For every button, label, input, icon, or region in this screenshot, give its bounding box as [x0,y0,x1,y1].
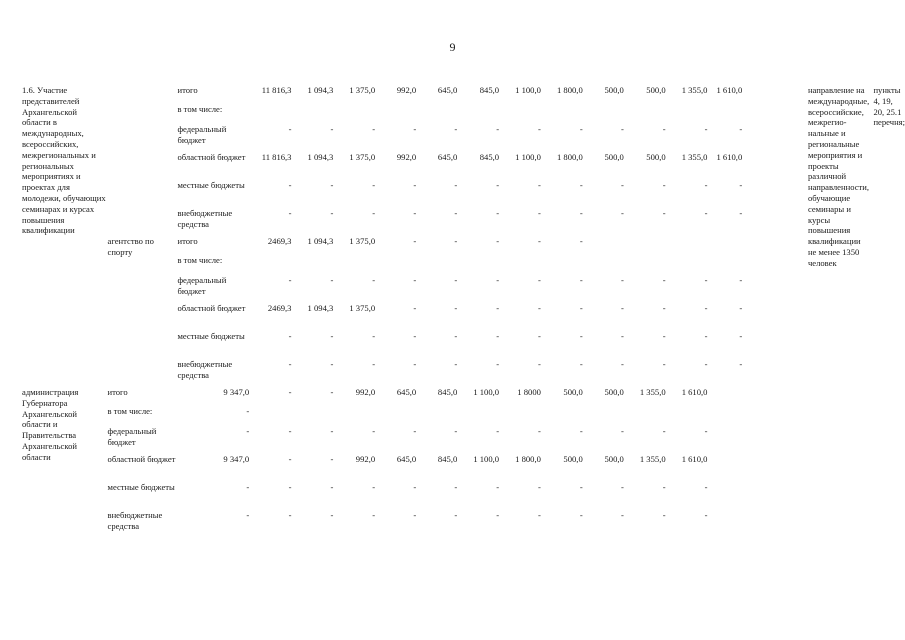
amount-cell: - [413,124,417,134]
amount-cell: 1 800,0 [556,85,583,95]
amount-cell: 1 375,0 [349,85,376,95]
amount-cell: - [330,331,334,341]
amount-cell: 992,0 [396,85,417,95]
amount-cell [624,236,666,255]
amount-cell: - [454,180,458,190]
amount-cell: 500,0 [563,387,583,397]
amount-cell: 845,0 [437,454,458,464]
amount-cell: - [579,482,583,492]
amount-cell: - [739,359,743,369]
amount-cell: - [330,180,334,190]
amount-cell: - [330,482,334,492]
amount-cell: - [579,124,583,134]
amount-cell: - [538,124,541,134]
amount-cell: 1 355,0 [639,454,666,464]
amount-cell: - [330,275,334,285]
amount-cell: - [662,482,666,492]
amount-cell: - [288,124,292,134]
amount-cell: - [704,331,708,341]
amount-cell [541,255,583,275]
measure-title: 1.6. Участие представителей Архангельской области в международных, всероссийских, межрегиональных и региональных мероприятиях и проектах для молодежи, обучающих семинарах и курсах повышения квалификации [22,85,106,236]
amount-cell: - [454,275,458,285]
amount-cell: - [662,510,666,520]
amount-cell: - [620,208,624,218]
amount-cell [375,104,416,124]
amount-cell: - [413,303,417,313]
amount-cell: 500,0 [604,387,624,397]
amount-cell: 1 355,0 [681,152,708,162]
amount-cell: - [662,426,666,436]
amount-cell: - [496,124,500,134]
amount-cell [541,406,583,426]
table-row [22,406,905,426]
amount-cell: - [454,482,458,492]
funding-source: областной бюджет [177,152,246,162]
amount-cell [291,255,333,275]
amount-cell: - [246,482,250,492]
amount-cell: - [496,303,500,313]
amount-cell: 11 816,3 [261,85,292,95]
amount-cell: - [288,275,292,285]
amount-cell: - [538,426,541,436]
amount-cell: - [662,331,666,341]
amount-cell: - [704,303,708,313]
amount-cell [333,406,375,426]
amount-cell: - [620,510,624,520]
amount-cell: 500,0 [604,454,624,464]
amount-cell: - [288,208,292,218]
amount-cell: - [413,426,417,436]
amount-cell: - [496,208,500,218]
amount-cell: - [413,208,417,218]
amount-cell: - [330,454,334,464]
amount-cell: - [538,303,541,313]
amount-cell: - [739,331,743,341]
amount-cell: - [620,303,624,313]
amount-cell: - [620,180,624,190]
amount-cell: 1 094,3 [307,85,334,95]
table-row [22,426,905,454]
amount-cell: 500,0 [604,85,624,95]
table-row [22,482,905,510]
amount-cell [624,406,666,426]
amount-cell [291,406,333,426]
amount-cell: 1 355,0 [681,85,708,95]
amount-cell: - [288,331,292,341]
amount-cell: - [413,331,417,341]
amount-cell [666,104,708,124]
amount-cell: 1 100,0 [515,85,541,95]
amount-cell: - [496,482,500,492]
amount-cell: - [330,387,334,397]
amount-cell: 1 094,3 [307,303,334,313]
amount-cell [416,255,457,275]
amount-cell: - [538,510,541,520]
amount-cell: - [246,406,250,416]
amount-cell: - [662,275,666,285]
amount-cell: - [579,236,583,246]
amount-cell: - [496,510,500,520]
amount-cell: - [538,236,541,246]
amount-cell [541,104,583,124]
amount-cell: - [413,359,417,369]
amount-cell: 500,0 [604,152,624,162]
amount-cell: - [662,303,666,313]
amount-cell: - [739,275,743,285]
amount-cell: 1 375,0 [349,152,376,162]
amount-cell: - [538,180,541,190]
amount-cell: 500,0 [563,454,583,464]
amount-cell: - [662,359,666,369]
amount-cell: - [704,359,708,369]
amount-cell: - [662,180,666,190]
amount-cell [624,104,666,124]
amount-cell: 1 8000 [517,387,541,397]
amount-cell: - [413,236,417,246]
amount-cell [457,104,499,124]
amount-cell [416,104,457,124]
amount-cell: - [496,180,500,190]
funding-source: местные бюджеты [107,482,175,492]
amount-cell: 1 355,0 [639,387,666,397]
amount-cell: 845,0 [437,387,458,397]
amount-cell: - [372,482,376,492]
executor-cell: агентство по спорту [107,236,154,257]
funding-source: итого [107,387,128,397]
amount-cell: - [496,331,500,341]
amount-cell: - [538,275,541,285]
amount-cell: - [496,426,500,436]
amount-cell: 645,0 [396,454,417,464]
amount-cell: - [288,387,292,397]
amount-cell: - [620,124,624,134]
amount-cell: 1 800,0 [556,152,583,162]
reference: пункты 4, 19, 20, 25.1 перечня; [873,85,905,128]
funding-source: внебюджетные средства [177,208,233,229]
amount-cell: - [372,208,376,218]
funding-source: областной бюджет [107,454,176,464]
amount-cell: - [662,124,666,134]
table-row [22,454,905,482]
amount-cell: - [579,359,583,369]
amount-cell: 2469,3 [267,303,292,313]
table-row [22,85,905,104]
amount-cell: - [579,331,583,341]
amount-cell: - [454,359,458,369]
amount-cell: 645,0 [396,387,417,397]
funding-source: в том числе: [177,255,223,265]
amount-cell: 1 375,0 [349,303,376,313]
amount-cell [707,236,742,255]
funding-source: областной бюджет [177,303,246,313]
amount-cell [499,255,541,275]
amount-cell: - [620,331,624,341]
amount-cell: 992,0 [396,152,417,162]
amount-cell: - [704,482,708,492]
amount-cell: - [704,275,708,285]
funding-source: в том числе: [107,406,153,416]
amount-cell: - [620,426,624,436]
amount-cell: - [330,510,334,520]
funding-source: итого [177,236,198,246]
amount-cell: - [288,180,292,190]
amount-cell: 992,0 [355,387,376,397]
amount-cell: 645,0 [437,152,458,162]
amount-cell [666,236,708,255]
amount-cell [333,255,375,275]
amount-cell: 1 800,0 [515,454,541,464]
amount-cell [583,255,624,275]
amount-cell: - [579,208,583,218]
amount-cell: - [579,180,583,190]
funding-source: внебюджетные средства [107,510,163,531]
funding-source: внебюджетные средства [177,359,233,380]
amount-cell: - [330,359,334,369]
amount-cell: 1 610,0 [716,152,743,162]
table-row [22,387,905,406]
table-row [22,510,905,538]
funding-source: федеральный бюджет [177,275,227,296]
amount-cell: - [662,208,666,218]
amount-cell [666,406,708,426]
amount-cell: - [496,359,500,369]
amount-cell: - [454,331,458,341]
amount-cell: - [579,510,583,520]
amount-cell: - [372,426,376,436]
amount-cell: - [246,426,250,436]
amount-cell: - [538,331,541,341]
amount-cell: - [454,124,458,134]
amount-cell: - [372,331,376,341]
amount-cell [583,104,624,124]
amount-cell: - [288,482,292,492]
amount-cell: - [739,180,743,190]
amount-cell: - [496,275,500,285]
executor-cell: администрация Губернатора Архангельской области и Правительства Архангельской области [22,387,79,462]
amount-cell: - [413,275,417,285]
amount-cell [666,255,708,275]
amount-cell [583,406,624,426]
amount-cell: 500,0 [646,85,666,95]
amount-cell: - [288,510,292,520]
amount-cell [249,406,291,426]
amount-cell: - [372,124,376,134]
amount-cell: - [704,180,708,190]
amount-cell: - [454,208,458,218]
funding-source: местные бюджеты [177,331,245,341]
amount-cell: - [413,482,417,492]
amount-cell [333,104,375,124]
amount-cell: - [454,510,458,520]
amount-cell: 845,0 [479,85,500,95]
amount-cell: - [739,208,743,218]
amount-cell [707,255,742,275]
funding-source: в том числе: [177,104,223,114]
amount-cell: - [704,208,708,218]
amount-cell: - [704,124,708,134]
amount-cell [499,104,541,124]
amount-cell: - [538,208,541,218]
funding-source: федеральный бюджет [107,426,157,447]
amount-cell: 1 100,0 [473,387,500,397]
amount-cell: - [413,180,417,190]
amount-cell: - [246,510,250,520]
amount-cell: - [330,426,334,436]
amount-cell [249,255,291,275]
amount-cell: - [579,275,583,285]
amount-cell: 1 094,3 [307,152,334,162]
amount-cell [375,255,416,275]
funding-source: федеральный бюджет [177,124,227,145]
amount-cell: - [372,275,376,285]
amount-cell [583,236,624,255]
amount-cell: 2469,3 [267,236,292,246]
amount-cell: - [620,359,624,369]
amount-cell [457,406,499,426]
amount-cell [375,406,416,426]
amount-cell [707,104,742,124]
amount-cell: - [330,208,334,218]
amount-cell: - [454,236,458,246]
amount-cell: - [538,482,541,492]
amount-cell: 1 610,0 [716,85,743,95]
amount-cell [499,406,541,426]
amount-cell: - [288,359,292,369]
amount-cell: 1 375,0 [349,236,376,246]
amount-cell: - [579,303,583,313]
amount-cell: - [454,426,458,436]
amount-cell [624,255,666,275]
amount-cell [416,406,457,426]
amount-cell: 1 094,3 [307,236,334,246]
amount-cell: 1 100,0 [515,152,541,162]
amount-cell: - [739,303,743,313]
amount-cell: - [372,359,376,369]
amount-cell: - [739,124,743,134]
funding-source: итого [177,85,198,95]
amount-cell: - [704,426,708,436]
amount-cell: - [413,510,417,520]
funding-source: местные бюджеты [177,180,245,190]
amount-cell: - [372,180,376,190]
amount-cell: - [538,359,541,369]
amount-cell: 11 816,3 [261,152,292,162]
amount-cell: - [704,510,708,520]
amount-cell [457,255,499,275]
amount-cell: - [372,510,376,520]
expected-result: направление на международные, всероссийские, межрегио-нальные и региональные мероприятия и проекты различной направленности, обучающие семинары и курсы повышения квалификации не менее 1350 человек [807,85,870,268]
amount-cell: 645,0 [437,85,458,95]
amount-cell: - [454,303,458,313]
amount-cell [249,104,291,124]
amount-cell: - [330,124,334,134]
amount-cell: - [496,236,500,246]
amount-cell: 1 610,0 [681,454,708,464]
executor-cell [108,85,178,236]
amount-cell: - [620,482,624,492]
amount-cell: - [288,426,292,436]
amount-cell: 9 347,0 [223,387,250,397]
amount-cell: 1 610,0 [681,387,708,397]
financing-table [22,85,905,538]
amount-cell: - [288,454,292,464]
amount-cell: 1 100,0 [473,454,500,464]
amount-cell: 500,0 [646,152,666,162]
amount-cell [291,104,333,124]
amount-cell: 845,0 [479,152,500,162]
amount-cell: - [579,426,583,436]
amount-cell: - [620,275,624,285]
amount-cell: 9 347,0 [223,454,250,464]
page-number: 9 [449,40,456,54]
table-row [22,236,905,255]
amount-cell: 992,0 [355,454,376,464]
